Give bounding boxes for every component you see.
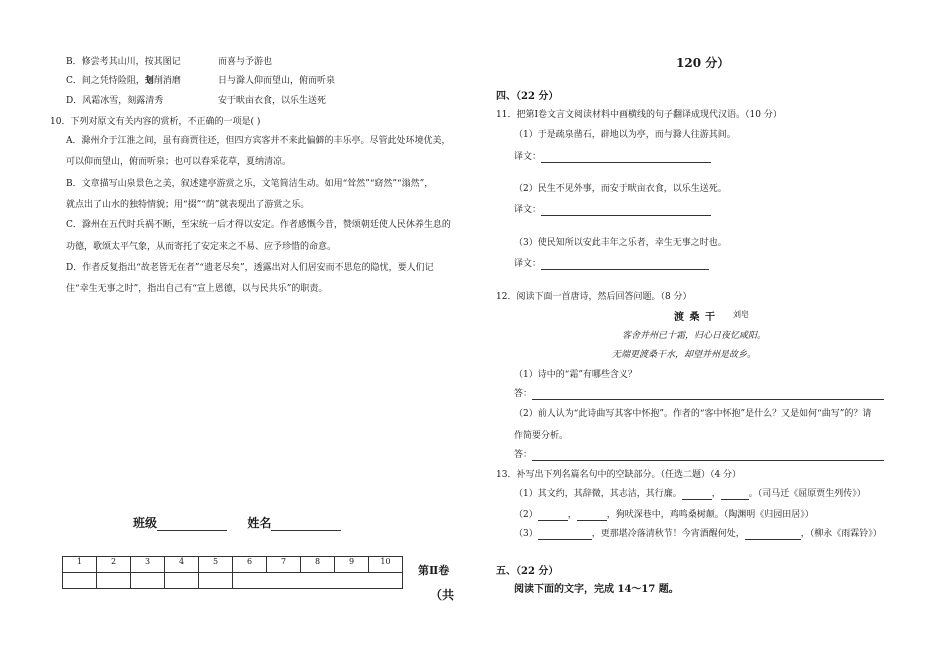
q12-item-2-line1: （2）前人认为“此诗曲写其客中怀抱”。作者的“客中怀抱”是什么？又是如何“曲写”的？请 xyxy=(514,409,872,419)
answer-cell[interactable] xyxy=(267,573,301,589)
answer-grid xyxy=(62,556,403,589)
q10-option-b-line2: 就点出了山水的独特情貌；用“掇”“荫”就表现出了游赏之乐。 xyxy=(66,200,310,210)
answer-line-2: 答： xyxy=(514,449,884,461)
poem-title: 渡 桑 干 xyxy=(674,312,716,323)
answer-grid-blanks xyxy=(63,573,403,589)
translation-input-1[interactable] xyxy=(541,152,711,163)
answer-cell[interactable] xyxy=(63,573,97,589)
answer-number: 6 xyxy=(233,557,267,573)
option-d-left: D．风霜冰雪，刻露清秀 xyxy=(66,96,164,106)
blank-input[interactable] xyxy=(577,510,607,521)
answer-number: 5 xyxy=(199,557,233,573)
volume-score-suffix: 120 分） xyxy=(676,56,730,70)
option-b-left: B．修尝考其山川，按其图记 xyxy=(66,57,181,67)
answer-cell[interactable] xyxy=(301,573,335,589)
name-input-line[interactable] xyxy=(271,520,341,531)
blank-input[interactable] xyxy=(721,489,749,500)
q13-item-3: （3） ，更那堪冷落清秋节！今宵酒醒何处， ，（柳永《雨霖铃》） xyxy=(514,529,882,539)
answer-cell[interactable] xyxy=(199,573,233,589)
q11-item-2: （2）民生不见外事，而安于畎亩衣食，以乐生送死。 xyxy=(514,184,727,194)
answer-number: 9 xyxy=(335,557,369,573)
q11-item-1: （1）于是疏泉凿石，辟地以为亭，而与滁人往游其间。 xyxy=(514,130,736,140)
volume-2-total-prefix: （共 xyxy=(430,588,455,602)
option-b-right: 而喜与予游也 xyxy=(218,57,273,67)
option-c-right: 日与滁人仰而望山，俯而听泉 xyxy=(218,76,336,86)
question-10: 10．下列对原文有关内容的赏析，不正确的一项是( ) xyxy=(50,117,261,127)
answer-input-1[interactable] xyxy=(532,389,884,400)
q10-option-a-line2: 可以仰而望山，俯而听泉；也可以春采花草，夏纳清凉。 xyxy=(66,157,292,167)
answer-number: 4 xyxy=(165,557,199,573)
q11-item-3: （3）使民知所以安此丰年之乐者，幸生无事之时也。 xyxy=(514,238,727,248)
translation-input-3[interactable] xyxy=(541,259,709,270)
translation-input-2[interactable] xyxy=(541,205,711,216)
poem-author: 刘皂 xyxy=(733,310,749,319)
answer-cell[interactable] xyxy=(131,573,165,589)
poem-line-2: 无端更渡桑干水，却望并州是故乡。 xyxy=(612,350,757,360)
section-5-heading: 五、（22 分） xyxy=(496,566,559,577)
answer-cell[interactable] xyxy=(165,573,199,589)
answer-number: 10 xyxy=(369,557,403,573)
answer-number: 1 xyxy=(63,557,97,573)
option-d-right: 安于畎亩衣食，以乐生送死 xyxy=(218,96,327,106)
q10-option-c-line1: C．滁州在五代时兵祸不断，至宋统一后才得以安定。作者感慨今昔，赞颂朝廷使人民休养生息的 xyxy=(66,220,451,230)
translation-line-3: 译文： xyxy=(514,258,709,270)
answer-number: 2 xyxy=(97,557,131,573)
answer-cell[interactable] xyxy=(369,573,403,589)
section-4-heading: 四、（22 分） xyxy=(496,91,559,102)
class-label: 班级 xyxy=(133,516,158,530)
question-13: 13．补写出下列名篇名句中的空缺部分。（任选二题）（4 分） xyxy=(496,470,742,480)
q10-option-d-line1: D．作者反复指出“故老皆无在者”“遗老尽矣”，透露出对人们居安而不思危的隐忧，要人们记 xyxy=(66,263,434,273)
q12-item-1: （1）诗中的“霜”有哪些含义？ xyxy=(514,370,637,380)
answer-cell[interactable] xyxy=(97,573,131,589)
q13-item-1: （1）其文约，其辞微，其志洁，其行廉。 ， 。（司马迁《屈原贾生列传》） xyxy=(514,489,866,499)
section-5-instruction: 阅读下面的文字，完成 14～17 题。 xyxy=(514,584,679,595)
q12-item-2-line2: 作简要分析。 xyxy=(514,431,569,441)
blank-input[interactable] xyxy=(745,529,801,540)
q10-option-b-line1: B．文章描写山泉景色之美，叙述建亭游赏之乐，文笔简洁生动。如用“耸然”“窈然”“滃然”， xyxy=(66,179,434,189)
class-name-fields xyxy=(133,514,341,531)
blank-input[interactable] xyxy=(682,489,712,500)
blank-input[interactable] xyxy=(538,529,592,540)
blank-input[interactable] xyxy=(538,510,568,521)
q13-item-2: （2） ， ，狗吠深巷中，鸡鸣桑树颠。（陶渊明《归园田居》） xyxy=(514,510,814,520)
answer-number: 7 xyxy=(267,557,301,573)
question-12: 12．阅读下面一首唐诗，然后回答问题。（8 分） xyxy=(496,292,692,302)
class-input-line[interactable] xyxy=(157,520,227,531)
answer-input-2[interactable] xyxy=(532,450,884,461)
answer-cell[interactable] xyxy=(335,573,369,589)
answer-number: 3 xyxy=(131,557,165,573)
poem-line-1: 客舍并州已十霜，归心日夜忆咸阳。 xyxy=(622,331,767,341)
translation-line-2: 译文： xyxy=(514,204,711,216)
q10-option-d-line2: 住“幸生无事之时”，指出自己有“宣上恩德，以与民共乐”的职责。 xyxy=(66,284,328,294)
answer-cell[interactable] xyxy=(233,573,267,589)
q10-option-c-line2: 功德，歌颂太平气象，从而寄托了安定来之不易、应予珍惜的命意。 xyxy=(66,242,337,252)
answer-line-1: 答： xyxy=(514,388,884,400)
q10-option-a-line1: A．滁州介于江淮之间，虽有商贾往还，但四方宾客并不来此偏僻的丰乐亭。尽管此处环境优美， xyxy=(66,136,451,146)
question-11: 11．把第Ⅰ卷文言文阅读材料中画横线的句子翻译成现代汉语。（10 分） xyxy=(496,110,782,120)
answer-grid-numbers xyxy=(63,557,403,573)
translation-line-1: 译文： xyxy=(514,151,711,163)
option-c-left: C．间之凭恃险阻，刬削消磨 xyxy=(66,76,181,86)
volume-2-label: 第Ⅱ卷 xyxy=(418,564,450,577)
name-label: 姓名 xyxy=(247,516,272,530)
answer-number: 8 xyxy=(301,557,335,573)
